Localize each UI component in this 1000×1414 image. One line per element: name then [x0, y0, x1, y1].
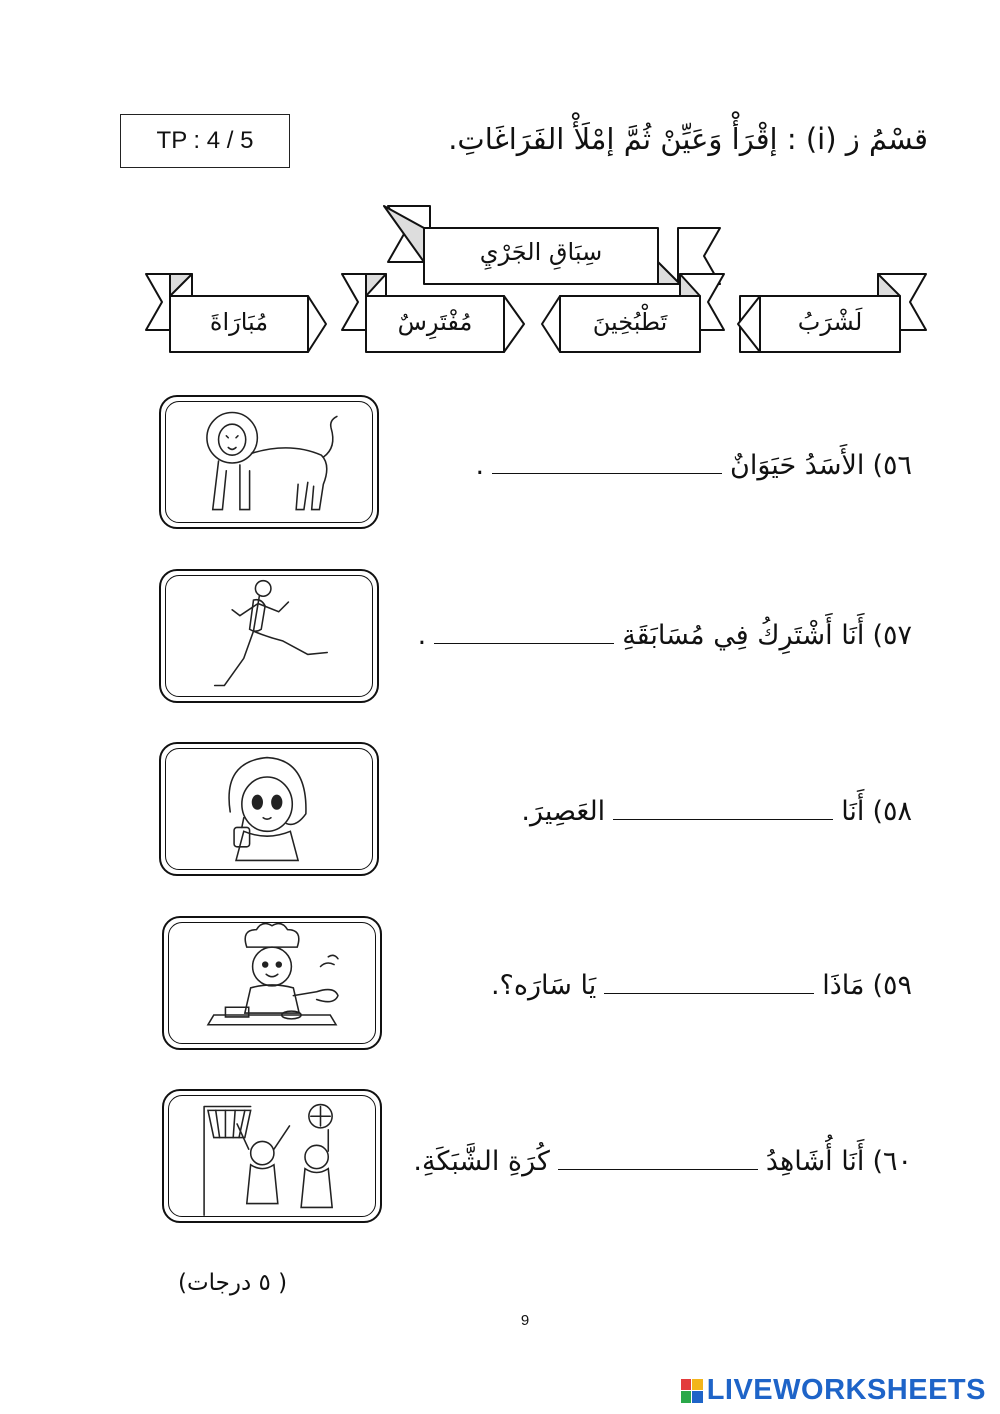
question-text-after: يَا سَارَه؟. [490, 970, 597, 1001]
word-bank-word-4: مُبَارَاةَ [209, 308, 269, 336]
word-bank-word-3: مُفْتَرِسٌ [397, 308, 473, 336]
girl-cooking-picture [162, 916, 382, 1050]
question-number: ٥٧) [872, 620, 912, 651]
question-number: ٦٠) [872, 1146, 912, 1177]
girl-cooking-icon [164, 918, 380, 1048]
liveworksheets-brand[interactable] [681, 1374, 986, 1407]
question-text-after: العَصِيرَ. [521, 796, 606, 827]
question-number: ٥٨) [872, 796, 912, 827]
runner-icon [161, 571, 377, 701]
girl-drinking-picture [159, 742, 379, 876]
question-60 [413, 1146, 912, 1177]
question-text-after: كُرَةِ الشَّبَكَةِ. [413, 1146, 550, 1177]
liveworksheets-logo-icon [681, 1379, 703, 1403]
lion-icon [161, 397, 377, 527]
word-bank-ribbons [0, 0, 1000, 400]
question-text-after: . [475, 450, 485, 481]
answer-blank-56[interactable] [492, 452, 722, 474]
question-text-before: الأَسَدُ حَيَوَانٌ [730, 450, 865, 481]
question-59 [491, 970, 912, 1001]
brand-text: LIVEWORKSHEETS [706, 1374, 986, 1406]
question-56 [475, 450, 912, 481]
answer-blank-57[interactable] [434, 622, 614, 644]
page-number: 9 [520, 1312, 530, 1329]
question-58 [521, 796, 912, 827]
marks-label: ( ٥ درجات) [178, 1270, 288, 1296]
question-text-after: . [417, 620, 427, 651]
netball-icon [164, 1091, 380, 1221]
instruction-text: قسْمُ ز (i) : إقْرَأْ وَعَيِّنْ ثُمَّ إمْلَأْ الفَرَاغَاتِ. [448, 122, 928, 156]
question-57 [418, 620, 912, 651]
girl-drinking-icon [161, 744, 377, 874]
question-text-before: أَنَا أَشْتَرِكُ فِي مُسَابَقَةِ [622, 620, 865, 651]
lion-picture [159, 395, 379, 529]
question-number: ٥٩) [872, 970, 912, 1001]
question-number: ٥٦) [872, 450, 912, 481]
question-text-before: أَنَا [841, 796, 865, 827]
answer-blank-58[interactable] [613, 798, 833, 820]
word-bank-title: سِبَاقِ الجَرْيِ [479, 238, 603, 266]
answer-blank-59[interactable] [604, 972, 814, 994]
answer-blank-60[interactable] [558, 1148, 758, 1170]
tp-label: TP : 4 / 5 [156, 127, 254, 154]
runner-picture [159, 569, 379, 703]
netball-picture [162, 1089, 382, 1223]
question-text-before: أَنَا أُشَاهِدُ [765, 1146, 865, 1177]
question-text-before: مَاذَا [822, 970, 865, 1001]
word-bank-word-1: لَشْرَبُ [797, 308, 863, 336]
word-bank-word-2: تَطْبُخِينَ [592, 308, 668, 336]
